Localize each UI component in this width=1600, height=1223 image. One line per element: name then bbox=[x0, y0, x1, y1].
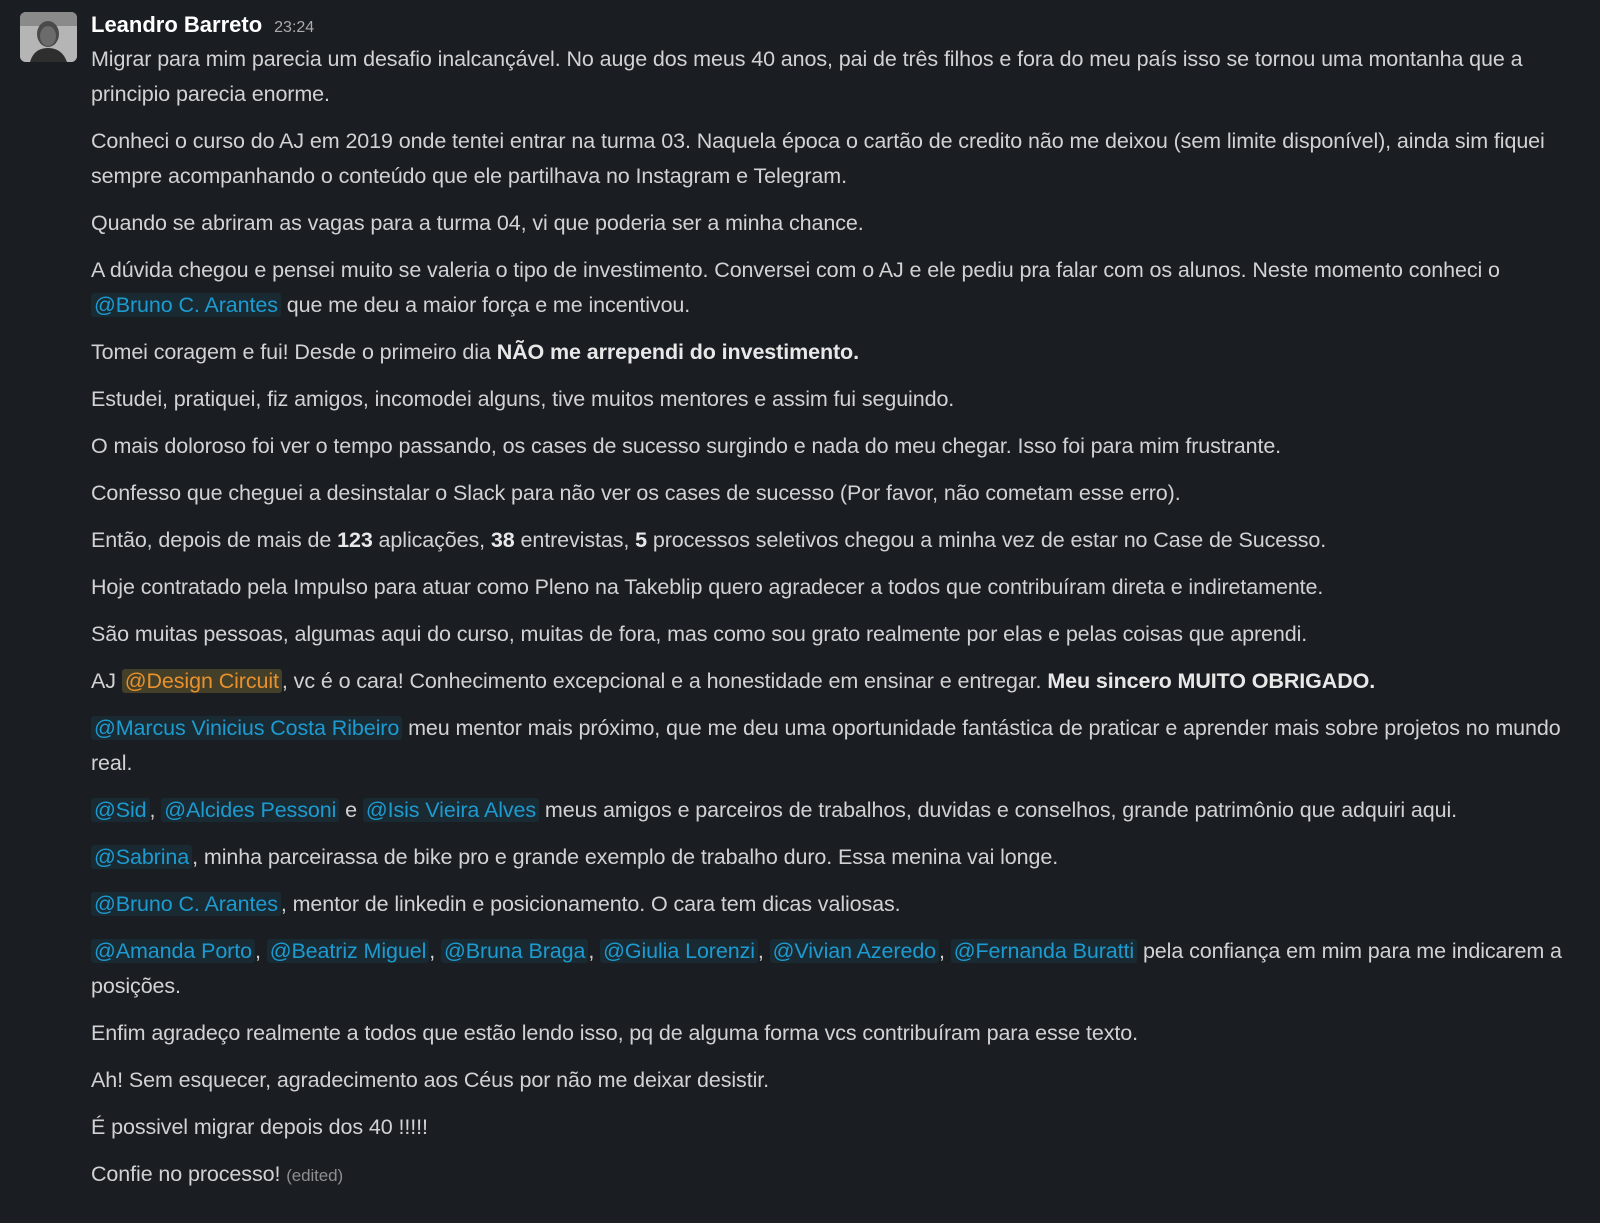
message-paragraph bbox=[91, 382, 1580, 417]
user-mention[interactable]: @Bruno C. Arantes bbox=[91, 892, 281, 916]
message-header bbox=[91, 12, 1580, 40]
message-text: Confesso que cheguei a desinstalar o Slack para não ver os cases de sucesso (Por favor, não cometam esse erro). bbox=[91, 481, 1181, 505]
message-text: AJ bbox=[91, 669, 122, 693]
message-text: , vc é o cara! Conhecimento excepcional e a honestidade em ensinar e entregar. bbox=[281, 669, 1048, 693]
message-text: aplicações, bbox=[372, 528, 491, 552]
message-paragraph bbox=[91, 840, 1580, 875]
message-text: Tomei coragem e fui! Desde o primeiro dia bbox=[91, 340, 497, 364]
message-text: Conheci o curso do AJ em 2019 onde tentei entrar na turma 03. Naquela época o cartão de credito não me deixou (sem limite disponível), ainda sim fiquei sempre acompanhando o conteúdo que ele partilhava no Instagram e Telegram. bbox=[91, 129, 1545, 188]
user-avatar[interactable] bbox=[20, 12, 77, 62]
user-mention[interactable]: @Design Circuit bbox=[122, 669, 282, 693]
message-text: processos seletivos chegou a minha vez de estar no Case de Sucesso. bbox=[646, 528, 1327, 552]
message-text: Quando se abriram as vagas para a turma 04, vi que poderia ser a minha chance. bbox=[91, 211, 864, 235]
message-paragraph bbox=[91, 1016, 1580, 1051]
user-mention[interactable]: @Amanda Porto bbox=[91, 939, 255, 963]
message-paragraph bbox=[91, 42, 1580, 112]
message-text: Então, depois de mais de bbox=[91, 528, 338, 552]
message-body bbox=[91, 42, 1580, 1193]
message-text: , bbox=[588, 939, 601, 963]
avatar-photo bbox=[20, 12, 77, 62]
user-mention[interactable]: @Isis Vieira Alves bbox=[363, 798, 539, 822]
message-paragraph bbox=[91, 570, 1580, 605]
bold-text: 38 bbox=[490, 528, 515, 552]
message-paragraph bbox=[91, 124, 1580, 194]
user-mention[interactable]: @Giulia Lorenzi bbox=[600, 939, 758, 963]
message-paragraph bbox=[91, 429, 1580, 464]
message-text: O mais doloroso foi ver o tempo passando, os cases de sucesso surgindo e nada do meu chegar. Isso foi para mim frustrante. bbox=[91, 434, 1282, 458]
message-text: e bbox=[339, 798, 363, 822]
user-mention[interactable]: @Beatriz Miguel bbox=[267, 939, 430, 963]
message-text: , bbox=[429, 939, 442, 963]
message-text: São muitas pessoas, algumas aqui do curso, muitas de fora, mas como sou grato realmente por elas e pelas coisas que aprendi. bbox=[91, 622, 1308, 646]
user-mention[interactable]: @Marcus Vinicius Costa Ribeiro bbox=[91, 716, 402, 740]
message-paragraph bbox=[91, 887, 1580, 922]
message-paragraph bbox=[91, 934, 1580, 1004]
user-mention[interactable]: @Alcides Pessoni bbox=[161, 798, 339, 822]
message-text: , bbox=[149, 798, 162, 822]
bold-text: Meu sincero MUITO OBRIGADO. bbox=[1047, 669, 1376, 693]
user-mention[interactable]: @Vivian Azeredo bbox=[770, 939, 939, 963]
user-mention[interactable]: @Sabrina bbox=[91, 845, 192, 869]
message-text: Confie no processo! bbox=[91, 1162, 287, 1186]
message-text: Ah! Sem esquecer, agradecimento aos Céus por não me deixar desistir. bbox=[91, 1068, 769, 1092]
message-paragraph bbox=[91, 1110, 1580, 1145]
message-text: , mentor de linkedin e posicionamento. O cara tem dicas valiosas. bbox=[280, 892, 901, 916]
message-paragraph bbox=[91, 617, 1580, 652]
message-paragraph bbox=[91, 664, 1580, 699]
message-paragraph bbox=[91, 253, 1580, 323]
message-timestamp[interactable]: 23:24 bbox=[274, 19, 315, 36]
message-text: entrevistas, bbox=[514, 528, 636, 552]
message-text: , bbox=[254, 939, 267, 963]
message-text: que me deu a maior força e me incentivou. bbox=[280, 293, 691, 317]
message-paragraph bbox=[91, 1157, 1580, 1193]
message-text: , bbox=[939, 939, 951, 963]
message-text: meu mentor mais próximo, que me deu uma oportunidade fantástica de praticar e aprender mais sobre projetos no mundo real. bbox=[91, 716, 1561, 775]
message-paragraph bbox=[91, 206, 1580, 241]
message-text: Hoje contratado pela Impulso para atuar como Pleno na Takeblip quero agradecer a todos que contribuíram direta e indiretamente. bbox=[91, 575, 1324, 599]
message-text: Enfim agradeço realmente a todos que estão lendo isso, pq de alguma forma vcs contribuíram para esse texto. bbox=[91, 1021, 1138, 1045]
message-paragraph bbox=[91, 711, 1580, 781]
message-text: Migrar para mim parecia um desafio inalcançável. No auge dos meus 40 anos, pai de três filhos e fora do meu país isso se tornou uma montanha que a principio parecia enorme. bbox=[91, 47, 1523, 106]
message-text: Estudei, pratiquei, fiz amigos, incomodei alguns, tive muitos mentores e assim fui seguindo. bbox=[91, 387, 955, 411]
message-text: pela confiança em mim para me indicarem a posições. bbox=[91, 939, 1562, 998]
message-paragraph bbox=[91, 793, 1580, 828]
user-mention[interactable]: @Sid bbox=[91, 798, 150, 822]
message-paragraph bbox=[91, 476, 1580, 511]
user-mention[interactable]: @Bruno C. Arantes bbox=[91, 293, 281, 317]
message-text: , minha parceirassa de bike pro e grande exemplo de trabalho duro. Essa menina vai longe. bbox=[192, 845, 1059, 869]
edited-label: (edited) bbox=[286, 1166, 344, 1185]
message-paragraph bbox=[91, 523, 1580, 558]
message-paragraph bbox=[91, 1063, 1580, 1098]
user-mention[interactable]: @Fernanda Buratti bbox=[951, 939, 1137, 963]
bold-text: 123 bbox=[337, 528, 373, 552]
message-content bbox=[91, 12, 1580, 1193]
message-paragraph bbox=[91, 335, 1580, 370]
message-text: A dúvida chegou e pensei muito se valeria o tipo de investimento. Conversei com o AJ e ele pediu pra falar com os alunos. Neste momento conheci o bbox=[91, 258, 1500, 282]
bold-text: 5 bbox=[635, 528, 647, 552]
author-name[interactable]: Leandro Barreto bbox=[91, 12, 263, 37]
message-text: É possivel migrar depois dos 40 !!!!! bbox=[91, 1115, 428, 1139]
user-mention[interactable]: @Bruna Braga bbox=[441, 939, 588, 963]
message-text: meus amigos e parceiros de trabalhos, duvidas e conselhos, grande patrimônio que adquiri aqui. bbox=[539, 798, 1458, 822]
bold-text: NÃO me arrependi do investimento. bbox=[496, 340, 859, 364]
message-text: , bbox=[757, 939, 770, 963]
